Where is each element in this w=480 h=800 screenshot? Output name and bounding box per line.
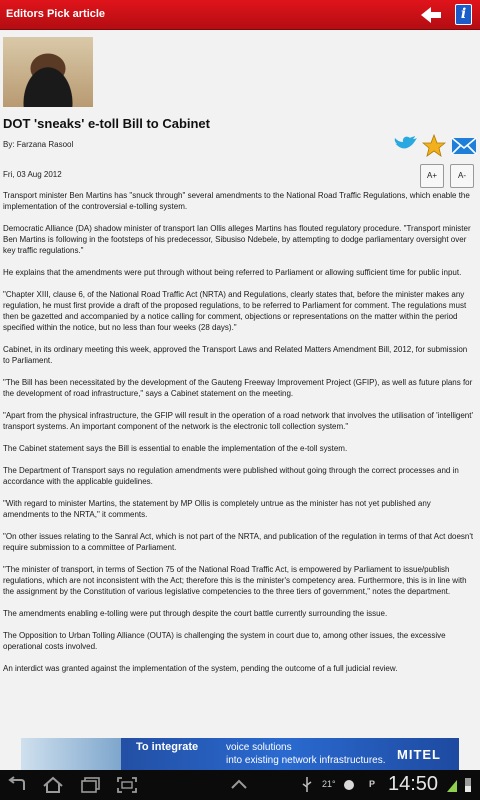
article-view[interactable]: [0, 30, 480, 770]
article-paragraph: "Chapter XIII, clause 6, of the National Road Traffic Act (NRTA) and Regulations, clearly states that, before the minister makes any regulation, he must first provide a draft of the proposed regulations, to be referred to Parliament for comment. The regulations must then be gazetted and accompanied by a notice calling for comment, objections or representations on the matter within the period specified within the notice, but no less than four weeks (28 days).": [3, 290, 467, 332]
chevron-up-icon[interactable]: [228, 776, 250, 794]
temperature-text: 21°: [322, 779, 336, 789]
ad-brand-logo: MITEL: [397, 747, 441, 762]
article-body: [3, 190, 475, 685]
article-paragraph: "On other issues relating to the Sanral Act, which is not part of the NRTA, and publication of the regulation in terms of that Act doesn't require submission to a committee of Parliament.: [3, 532, 474, 552]
article-paragraph: He explains that the amendments were put through without being referred to Parliament or allowing sufficient time for public input.: [3, 268, 462, 277]
parking-icon: P: [369, 779, 376, 789]
weather-icon: [342, 776, 356, 794]
usb-icon: [300, 776, 314, 794]
article-paragraph: "The Bill has been necessitated by the development of the Gauteng Freeway Improvement Project (GFIP), as well as future plans for the development of road infrastructure," says a Cabinet statement on the meeting.: [3, 378, 473, 398]
article-paragraph: Cabinet, in its ordinary meeting this week, approved the Transport Laws and Related Matters Amendment Bill, 2012, for submission to Parliament.: [3, 345, 468, 365]
twitter-share-icon[interactable]: [393, 134, 419, 158]
article-paragraph: "Apart from the physical infrastructure, the GFIP will result in the operation of a road network that involves the utilisation of 'intelligent' transport systems. An important component of the network is the electronic toll collection system.": [3, 411, 473, 431]
clock-time: 14:50: [388, 773, 439, 795]
author-photo: [3, 37, 93, 107]
article-paragraph: An interdict was granted against the implementation of the system, pending the outcome of a full judicial review.: [3, 664, 398, 673]
article-paragraph: "With regard to minister Martins, the statement by MP Ollis is completely untrue as the minister has not yet published any amendments to the NRTA," it comments.: [3, 499, 431, 519]
home-icon[interactable]: [42, 776, 64, 794]
article-paragraph: The Cabinet statement says the Bill is essential to enable the implementation of the e-toll system.: [3, 444, 348, 453]
article-paragraph: Democratic Alliance (DA) shadow minister of transport Ian Ollis alleges Martins has flouted regulatory procedure. "Transport minister Ben Martins is following in the footsteps of his predecessor, Sibusiso Ndebele, by attempting to dodge parliamentary oversight over key traffic regulations.": [3, 224, 471, 255]
article-paragraph: "The minister of transport, in terms of Section 75 of the National Road Traffic Act, is empowered by Parliament to issue/publish regulations, which are not inconsistent with the Act; therefore this is the minister's competency area. Furthermore, this is in line with the assignment by the Constitution of various legislative competencies to the three tiers of government," notes the department.: [3, 565, 467, 596]
article-headline: DOT 'sneaks' e-toll Bill to Cabinet: [3, 116, 210, 131]
favorite-star-icon[interactable]: [422, 134, 446, 158]
email-share-icon[interactable]: [451, 134, 477, 158]
ad-banner[interactable]: [21, 738, 459, 770]
system-navbar: [0, 770, 480, 800]
article-paragraph: The Department of Transport says no regulation amendments were published without going through the correct processes and in accordance with the applicable guidelines.: [3, 466, 459, 486]
back-arrow-icon[interactable]: [420, 5, 442, 25]
ad-line-1: voice solutions: [226, 742, 292, 753]
article-paragraph: The amendments enabling e-tolling were put through despite the court battle currently surrounding the issue.: [3, 609, 388, 618]
back-icon[interactable]: [6, 776, 28, 794]
screenshot-icon[interactable]: [116, 776, 138, 794]
article-paragraph: The Opposition to Urban Tolling Alliance (OUTA) is challenging the system in court due to, among other issues, the excessive operational costs involved.: [3, 631, 446, 651]
article-date: Fri, 03 Aug 2012: [3, 170, 62, 179]
wifi-icon: [446, 776, 458, 794]
ad-line-2: into existing network infrastructures.: [226, 755, 386, 766]
font-decrease-button[interactable]: A-: [450, 164, 474, 188]
app-header: [0, 0, 480, 30]
article-byline: By: Farzana Rasool: [3, 140, 74, 149]
ad-lead-text: To integrate: [136, 741, 199, 753]
ad-person-image: [21, 738, 121, 770]
font-increase-button[interactable]: A+: [420, 164, 444, 188]
info-icon[interactable]: i: [455, 4, 472, 25]
battery-icon: [462, 776, 474, 794]
article-paragraph: Transport minister Ben Martins has "snuck through" several amendments to the National Road Traffic Regulations, which enable the implementation of the controversial e-tolling system.: [3, 191, 470, 211]
page-title: Editors Pick article: [6, 8, 106, 20]
recent-apps-icon[interactable]: [80, 776, 102, 794]
